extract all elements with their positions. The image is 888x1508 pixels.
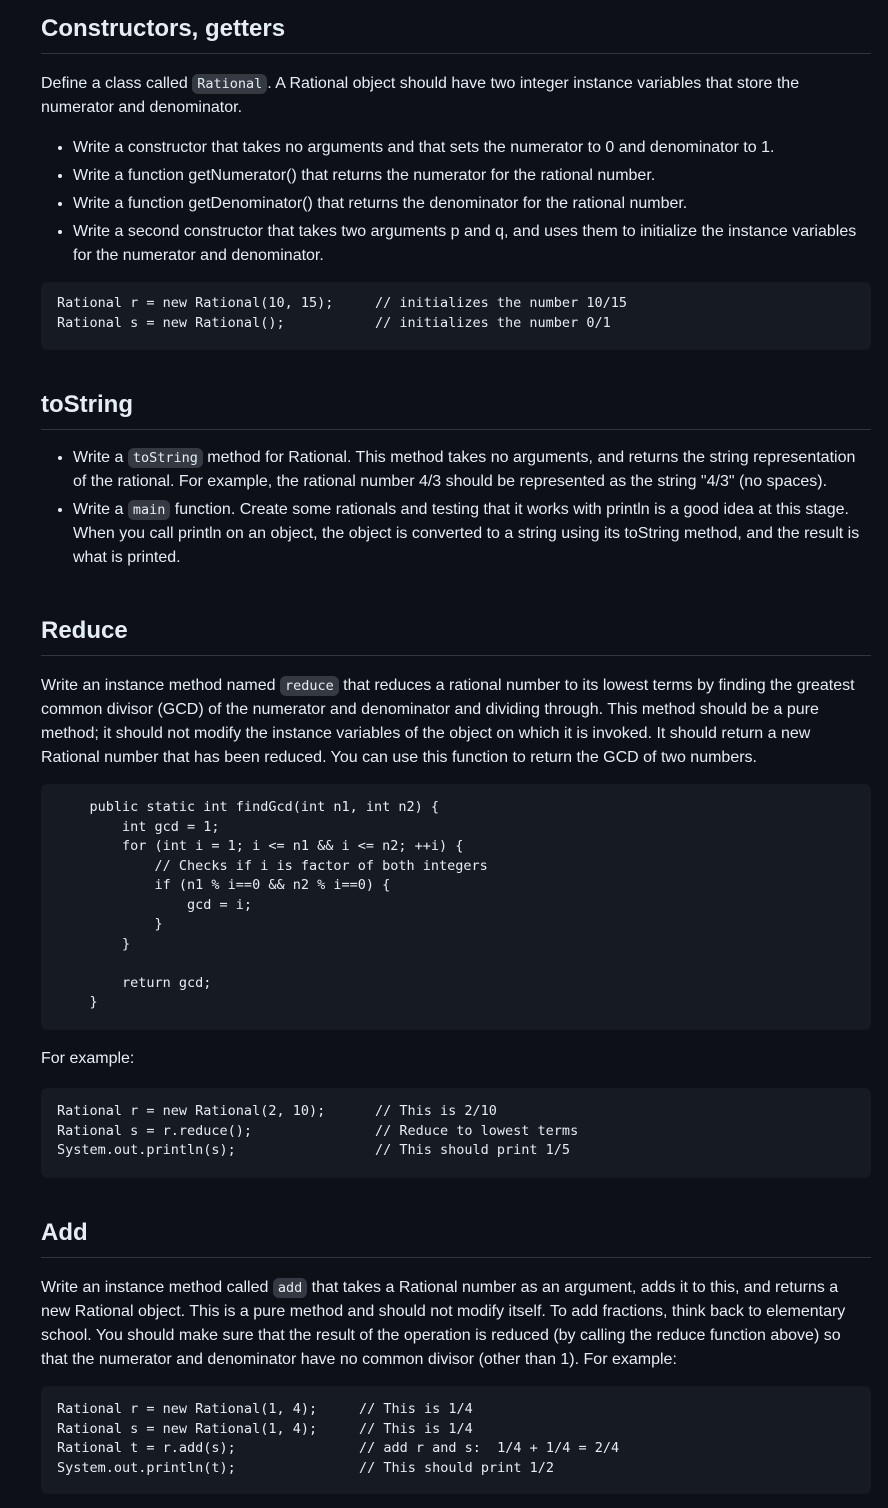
code-comment: // This is 2/10 — [375, 1103, 497, 1119]
code-line: // Checks if i is factor of both integers — [57, 857, 488, 874]
code-line — [57, 1439, 855, 1459]
code-comment: // This is 1/4 — [359, 1420, 473, 1437]
list-item — [73, 446, 871, 494]
list-item — [73, 498, 871, 570]
intro-text: . A Rational object should have two integer instance variables that store the numerator and denominator. — [41, 75, 800, 116]
code-comment: // add r and s: 1/4 + 1/4 = 2/4 — [359, 1440, 620, 1456]
code-line: gcd = i; — [57, 896, 253, 913]
code-statement: Rational s = r.reduce(); — [57, 1122, 253, 1139]
inline-code-rational: Rational — [192, 74, 267, 94]
code-comment: // This is 1/4 — [359, 1401, 473, 1417]
list-item: • Write a function getDenominator() that returns the denominator for the rational number. — [73, 192, 871, 216]
code-line — [57, 294, 855, 314]
code-comment: // Reduce to lowest terms — [375, 1122, 579, 1139]
code-statement: Rational r = new Rational(2, 10); — [57, 1103, 326, 1119]
code-comment: // initializes the number 0/1 — [375, 314, 611, 331]
section-tostring — [41, 390, 871, 574]
code-statement: Rational r = new Rational(10, 15); — [57, 295, 334, 311]
inline-code-main: main — [128, 500, 171, 520]
list-item: • Write a second constructor that takes two arguments p and q, and uses them to initialize the instance variables for the numerator and denominator. — [73, 220, 871, 268]
constructors-intro — [41, 72, 871, 120]
list-item: • Write a function getNumerator() that returns the numerator for the rational number. — [73, 164, 871, 188]
code-line — [57, 1122, 855, 1142]
tostring-list — [41, 446, 871, 570]
heading-reduce: Reduce — [41, 616, 871, 656]
code-statement: Rational s = new Rational(); — [57, 314, 285, 331]
code-comment: // This should print 1/2 — [359, 1459, 555, 1476]
text: Write a — [73, 501, 128, 518]
code-line — [57, 1141, 855, 1161]
code-line: int gcd = 1; — [57, 818, 220, 835]
code-line: } — [57, 916, 163, 932]
code-line — [57, 1420, 855, 1440]
section-add — [41, 1218, 871, 1372]
text: Write an instance method called — [41, 1279, 273, 1296]
text: Write an instance method named — [41, 677, 280, 694]
code-line — [57, 954, 855, 974]
inline-code-add: add — [273, 1278, 307, 1298]
section-constructors — [41, 14, 871, 272]
heading-constructors: Constructors, getters — [41, 14, 871, 54]
code-block-constructors — [41, 282, 871, 350]
inline-code-reduce: reduce — [280, 676, 339, 696]
heading-tostring: toString — [41, 390, 871, 430]
inline-code-tostring: toString — [128, 448, 203, 468]
code-line: } — [57, 994, 98, 1010]
text: that reduces a rational number to its lowest terms by finding the greatest common divisor (GCD) of the numerator and denominator and dividing through. This method should be a pure method; it should not modify the instance variables of the object on which it is invoked. It should return a new Rational number that has been reduced. You can use this function to return the GCD of two numbers. — [41, 677, 855, 766]
code-line: if (n1 % i==0 && n2 % i==0) { — [57, 877, 391, 893]
code-line — [57, 1400, 855, 1420]
reduce-example-label: For example: — [41, 1050, 135, 1067]
code-line: public static int findGcd(int n1, int n2) { — [57, 799, 440, 815]
code-line — [57, 1102, 855, 1122]
list-item: • Write a constructor that takes no arguments and that sets the numerator to 0 and denominator to 1. — [73, 136, 871, 160]
add-intro — [41, 1276, 871, 1372]
code-line: return gcd; — [57, 974, 212, 991]
constructors-list — [41, 136, 871, 268]
code-line: } — [57, 935, 131, 952]
code-block-reduce-example — [41, 1088, 871, 1178]
code-comment: // initializes the number 10/15 — [375, 295, 627, 311]
code-statement: Rational r = new Rational(1, 4); — [57, 1401, 318, 1417]
code-statement: Rational t = r.add(s); — [57, 1440, 236, 1456]
code-statement: System.out.println(t); — [57, 1459, 236, 1476]
code-block-add-example — [41, 1386, 871, 1494]
reduce-intro — [41, 674, 871, 770]
text: function. Create some rationals and testing that it works with println is a good idea at this stage. When you call println on an object, the object is converted to a string using its toString method, and the result is what is printed. — [73, 501, 860, 566]
code-line — [57, 1459, 855, 1479]
text: Write a — [73, 449, 128, 466]
code-statement: Rational s = new Rational(1, 4); — [57, 1420, 318, 1437]
code-line: for (int i = 1; i <= n1 && i <= n2; ++i) { — [57, 838, 464, 854]
intro-text: Define a class called — [41, 75, 193, 92]
text: method for Rational. This method takes no arguments, and returns the string representation of the rational. For example, the rational number 4/3 should be represented as the string "4/3" (no spaces). — [73, 449, 856, 490]
section-reduce — [41, 616, 871, 770]
code-statement: System.out.println(s); — [57, 1142, 236, 1158]
code-block-findgcd — [41, 784, 871, 1030]
code-comment: // This should print 1/5 — [375, 1142, 571, 1158]
code-line — [57, 314, 855, 334]
text: that takes a Rational number as an argument, adds it to this, and returns a new Rational object. This is a pure method and should not modify itself. To add fractions, think back to elementary school. You should make sure that the result of the operation is reduced (by calling the reduce function above) so that the numerator and denominator have no common divisor (other than 1). For example: — [41, 1279, 846, 1368]
heading-add: Add — [41, 1218, 871, 1258]
